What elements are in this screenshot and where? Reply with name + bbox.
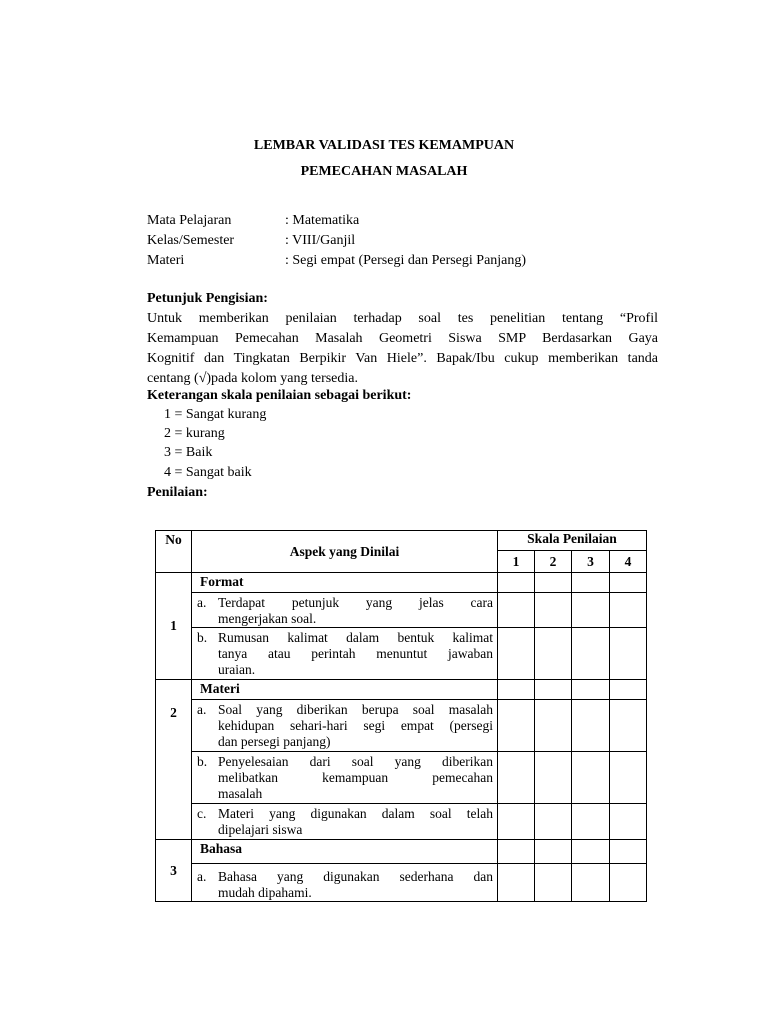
scale-cell[interactable] — [610, 804, 647, 840]
item-text-line: Bahasa yang digunakan sederhana dan — [218, 869, 493, 884]
scale-cell[interactable] — [498, 864, 535, 902]
scale-cell[interactable] — [535, 680, 572, 700]
item-text-line: Rumusan kalimat dalam bentuk kalimat — [218, 630, 493, 645]
petunjuk-line: Kemampuan Pemecahan Masalah Geometri Siswa SMP Berdasarkan Gaya — [147, 331, 658, 346]
scale-cell[interactable] — [498, 593, 535, 628]
item-letter: a. — [197, 702, 207, 717]
item-letter: a. — [197, 869, 207, 884]
item-text-line: Soal yang diberikan berupa soal masalah — [218, 702, 493, 717]
scale-cell[interactable] — [498, 700, 535, 752]
scale-cell[interactable] — [498, 752, 535, 804]
scale-cell[interactable] — [535, 593, 572, 628]
scale-cell[interactable] — [572, 864, 610, 902]
scale-cell[interactable] — [498, 573, 535, 593]
doc-title-line1: LEMBAR VALIDASI TES KEMAMPUAN — [253, 138, 515, 153]
item-letter: c. — [197, 806, 207, 821]
scale-cell[interactable] — [572, 804, 610, 840]
scale-cell[interactable] — [610, 840, 647, 864]
item-text-line: kehidupan sehari-hari segi empat (persegi — [218, 718, 493, 733]
item-text-line: tanya atau perintah menuntut jawaban — [218, 646, 493, 661]
penilaian-heading: Penilaian: — [147, 485, 208, 500]
scale-cell[interactable] — [498, 628, 535, 680]
row-number: 1 — [156, 573, 192, 680]
aspect-item — [192, 752, 498, 804]
scale-cell[interactable] — [498, 680, 535, 700]
scale-item-2: 2 = kurang — [164, 426, 225, 441]
scale-cell[interactable] — [498, 804, 535, 840]
row-number: 2 — [156, 680, 192, 840]
header-scale-3: 3 — [572, 551, 610, 573]
row-number: 3 — [156, 840, 192, 902]
scale-cell[interactable] — [610, 752, 647, 804]
meta-kelas-semester — [147, 233, 667, 253]
item-text-line: mengerjakan soal. — [218, 611, 317, 626]
aspect-item — [192, 593, 498, 628]
item-text-line: uraian. — [218, 662, 256, 677]
header-no: No — [156, 531, 192, 573]
scale-cell[interactable] — [610, 680, 647, 700]
scale-cell[interactable] — [572, 752, 610, 804]
petunjuk-line: Kognitif dan Tingkatan Berpikir Van Hiele”. Bapak/Ibu cukup memberikan tanda — [147, 351, 658, 366]
scale-cell[interactable] — [572, 593, 610, 628]
scale-cell[interactable] — [572, 840, 610, 864]
scale-cell[interactable] — [535, 840, 572, 864]
meta-label: Mata Pelajaran — [147, 213, 232, 228]
meta-value: : Matematika — [285, 213, 360, 228]
meta-value: : Segi empat (Persegi dan Persegi Panjang) — [285, 253, 527, 268]
section-title-format: Format — [192, 573, 498, 593]
scale-cell[interactable] — [535, 628, 572, 680]
scale-cell[interactable] — [535, 700, 572, 752]
item-text-line: melibatkan kemampuan pemecahan — [218, 770, 493, 785]
doc-title-line2: PEMECAHAN MASALAH — [300, 164, 468, 179]
section-title-materi: Materi — [192, 680, 498, 700]
petunjuk-paragraph — [147, 309, 658, 389]
petunjuk-line: centang (√)pada kolom yang tersedia. — [147, 371, 358, 386]
scale-cell[interactable] — [572, 628, 610, 680]
scale-item-3: 3 = Baik — [164, 445, 213, 460]
item-text-line: dipelajari siswa — [218, 822, 303, 837]
scale-cell[interactable] — [610, 593, 647, 628]
petunjuk-heading: Petunjuk Pengisian: — [147, 291, 268, 306]
meta-value: : VIII/Ganjil — [285, 233, 356, 248]
meta-materi — [147, 253, 667, 273]
scale-item-4: 4 = Sangat baik — [164, 465, 252, 480]
header-skala: Skala Penilaian — [498, 531, 647, 551]
scale-cell[interactable] — [535, 752, 572, 804]
scale-cell[interactable] — [610, 573, 647, 593]
scale-cell[interactable] — [572, 573, 610, 593]
scale-item-1: 1 = Sangat kurang — [164, 407, 267, 422]
item-letter: b. — [197, 754, 208, 769]
scale-cell[interactable] — [535, 864, 572, 902]
item-letter: a. — [197, 595, 207, 610]
item-letter: b. — [197, 630, 208, 645]
scale-cell[interactable] — [535, 804, 572, 840]
scale-cell[interactable] — [572, 680, 610, 700]
keterangan-heading: Keterangan skala penilaian sebagai berikut: — [147, 388, 412, 403]
aspect-item — [192, 864, 498, 902]
meta-mata-pelajaran — [147, 213, 667, 233]
item-text-line: Penyelesaian dari soal yang diberikan — [218, 754, 493, 769]
aspect-item — [192, 700, 498, 752]
aspect-item — [192, 804, 498, 840]
scale-cell[interactable] — [498, 840, 535, 864]
scale-cell[interactable] — [610, 700, 647, 752]
item-text-line: mudah dipahami. — [218, 885, 312, 900]
header-scale-4: 4 — [610, 551, 647, 573]
section-title-bahasa: Bahasa — [192, 840, 498, 864]
scale-cell[interactable] — [572, 700, 610, 752]
header-scale-2: 2 — [535, 551, 572, 573]
item-text-line: dan persegi panjang) — [218, 734, 331, 749]
item-text-line: masalah — [218, 786, 263, 801]
validation-table — [155, 530, 647, 902]
scale-cell[interactable] — [610, 628, 647, 680]
header-scale-1: 1 — [498, 551, 535, 573]
meta-label: Materi — [147, 253, 185, 268]
scale-cell[interactable] — [535, 573, 572, 593]
scale-cell[interactable] — [610, 864, 647, 902]
aspect-item — [192, 628, 498, 680]
item-text-line: Materi yang digunakan dalam soal telah — [218, 806, 493, 821]
meta-label: Kelas/Semester — [147, 233, 235, 248]
petunjuk-line: Untuk memberikan penilaian terhadap soal tes penelitian tentang “Profil — [147, 311, 658, 326]
item-text-line: Terdapat petunjuk yang jelas cara — [218, 595, 493, 610]
header-aspek: Aspek yang Dinilai — [192, 531, 498, 573]
